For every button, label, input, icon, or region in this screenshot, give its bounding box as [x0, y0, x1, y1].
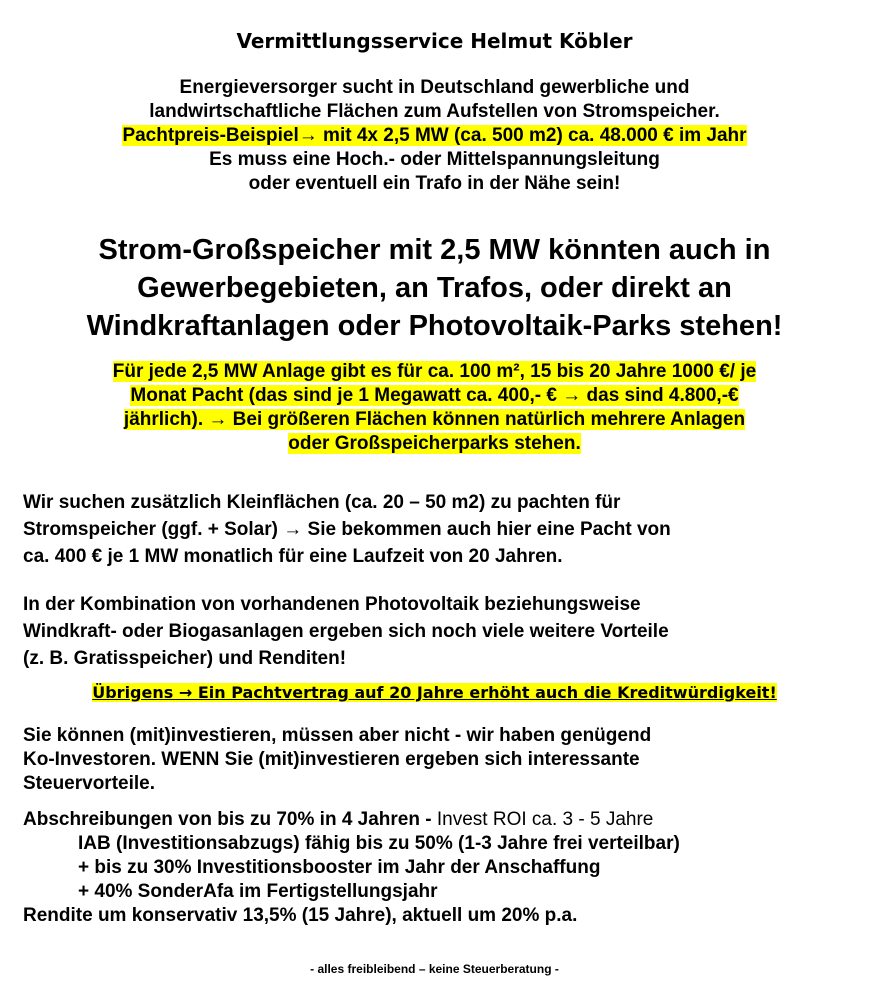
- kombination-line-2: Windkraft- oder Biogasanlagen ergeben sich noch viele weitere Vorteile: [23, 621, 669, 642]
- abschreibung-item-iab: IAB (Investitionsabzugs) fähig bis zu 50% (1-3 Jahre frei verteilbar): [78, 833, 680, 854]
- kleinflaechen-line-1: Wir suchen zusätzlich Kleinflächen (ca. 20 – 50 m2) zu pachten für: [23, 492, 621, 513]
- intro-line-1: Energieversorger sucht in Deutschland gewerbliche und: [179, 77, 690, 98]
- abschreibung-heading: [23, 808, 680, 832]
- headline: [0, 231, 869, 345]
- pacht-box: [0, 360, 869, 456]
- investieren-line-3: Steuervorteile.: [23, 773, 155, 794]
- page-title: Vermittlungsservice Helmut Köbler: [236, 29, 633, 53]
- abschreibung-item-sonderafa: + 40% SonderAfa im Fertigstellungsjahr: [78, 881, 438, 902]
- intro-line-3: Es muss eine Hoch.- oder Mittelspannungsleitung: [209, 149, 660, 170]
- pacht-line-1: Für jede 2,5 MW Anlage gibt es für ca. 100 m², 15 bis 20 Jahre 1000 €/ je: [112, 361, 757, 382]
- headline-line-3: Windkraftanlagen oder Photovoltaik-Parks stehen!: [86, 310, 783, 342]
- intro-block: [0, 76, 869, 196]
- kombination-line-1: In der Kombination von vorhandenen Photovoltaik beziehungsweise: [23, 594, 641, 615]
- uebrigens-text: Übrigens → Ein Pachtvertrag auf 20 Jahre erhöht auch die Kreditwürdigkeit!: [92, 683, 777, 702]
- kombination-line-3: (z. B. Gratisspeicher) und Renditen!: [23, 648, 347, 669]
- uebrigens-note: [0, 683, 869, 702]
- intro-line-2: landwirtschaftliche Flächen zum Aufstellen von Stromspeicher.: [149, 101, 720, 122]
- pacht-line-2: Monat Pacht (das sind je 1 Megawatt ca. 400,- € → das sind 4.800,-€: [130, 385, 739, 406]
- abschreibung-list: [23, 808, 680, 928]
- investieren-line-1: Sie können (mit)investieren, müssen aber nicht - wir haben genügend: [23, 725, 652, 746]
- pacht-line-3: jährlich). → Bei größeren Flächen können natürlich mehrere Anlagen: [123, 409, 746, 430]
- footer-disclaimer: - alles freibleibend – keine Steuerberatung -: [310, 962, 559, 976]
- headline-line-2: Gewerbegebieten, an Trafos, oder direkt an: [137, 272, 732, 304]
- kleinflaechen-paragraph: [23, 489, 671, 570]
- intro-line-4: oder eventuell ein Trafo in der Nähe sein!: [248, 173, 621, 194]
- abschreibung-bold: Abschreibungen von bis zu 70% in 4 Jahren -: [23, 809, 437, 830]
- intro-highlight: Pachtpreis-Beispiel→ mit 4x 2,5 MW (ca. 500 m2) ca. 48.000 € im Jahr: [122, 125, 747, 146]
- rendite-line: Rendite um konservativ 13,5% (15 Jahre), aktuell um 20% p.a.: [23, 905, 578, 926]
- pacht-line-4: oder Großspeicherparks stehen.: [288, 433, 581, 454]
- abschreibung-item-booster: + bis zu 30% Investitionsbooster im Jahr der Anschaffung: [78, 857, 601, 878]
- kleinflaechen-line-3: ca. 400 € je 1 MW monatlich für eine Laufzeit von 20 Jahren.: [23, 546, 563, 567]
- headline-line-1: Strom-Großspeicher mit 2,5 MW könnten auch in: [98, 234, 771, 266]
- kombination-paragraph: [23, 591, 669, 672]
- investieren-line-2: Ko-Investoren. WENN Sie (mit)investieren ergeben sich interessante: [23, 749, 640, 770]
- kleinflaechen-line-2: Stromspeicher (ggf. + Solar) → Sie bekommen auch hier eine Pacht von: [23, 519, 671, 540]
- investieren-paragraph: [23, 724, 651, 796]
- abschreibung-roi: Invest ROI ca. 3 - 5 Jahre: [436, 809, 654, 830]
